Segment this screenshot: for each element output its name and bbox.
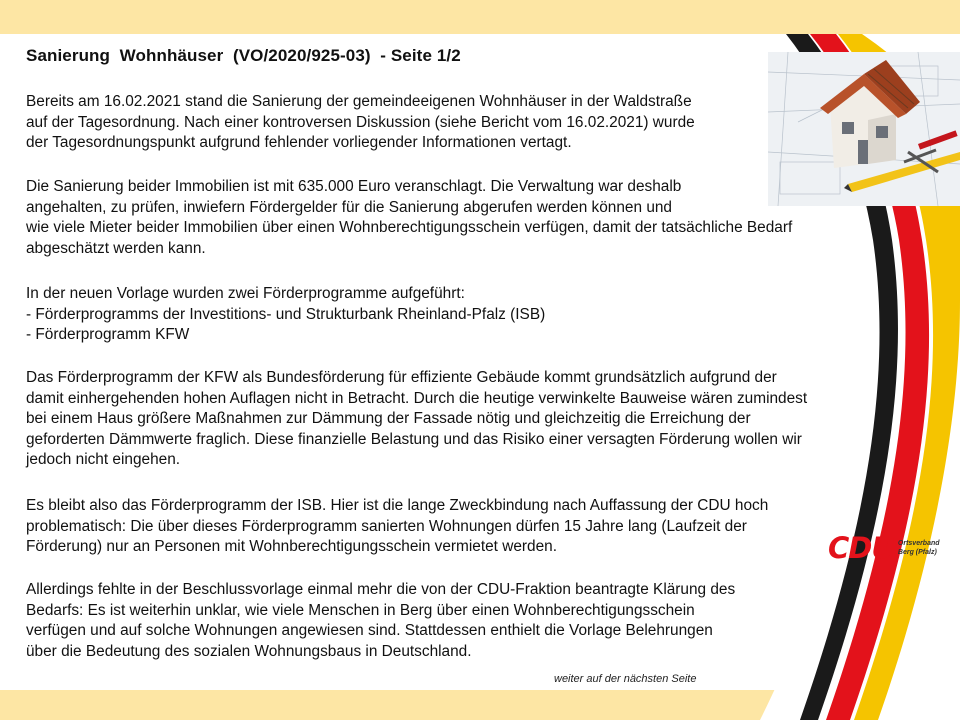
logo-wordmark: CDU (828, 530, 894, 565)
logo-subtitle-line: Berg (Pfalz) (897, 549, 937, 556)
text-line: - Förderprogramm KFW (26, 326, 190, 344)
text-line: Bereits am 16.02.2021 stand die Sanierung der gemeindeeigenen Wohnhäuser in der Waldstraße (26, 93, 692, 110)
text-line: Die Sanierung beider Immobilien ist mit 635.000 Euro veranschlagt. Die Verwaltung war deshalb (26, 178, 682, 195)
continued-note: weiter auf der nächsten Seite (554, 673, 697, 685)
text-line: problematisch: Die über dieses Förderprogramm sanierten Wohnungen dürfen 15 Jahre lang (Laufzeit der (26, 517, 747, 535)
logo-subtitle-line: Ortsverband (897, 540, 940, 547)
text-line: verfügen und auf solche Wohnungen angewiesen sind. Stattdessen enthielt die Vorlage Belehrungen (26, 622, 713, 640)
paragraph-costs (26, 177, 792, 259)
text-line: auf der Tagesordnung. Nach einer kontroversen Diskussion (siehe Bericht vom 16.02.2021) wurde (26, 113, 695, 131)
text-line: - Förderprogramms der Investitions- und Strukturbank Rheinland-Pfalz (ISB) (26, 305, 546, 323)
house-model-photo (768, 52, 960, 206)
text-line: damit einhergehenden hohen Auflagen nicht in Betracht. Durch die heutige verwinkelte Bauweise wären zumindest (26, 389, 808, 407)
text-line: Bedarfs: Es ist weiterhin unklar, wie viele Menschen in Berg über einen Wohnberechtigungsschein (26, 601, 695, 619)
text-line: Es bleibt also das Förderprogramm der ISB. Hier ist die lange Zweckbindung nach Auffassung der CDU hoch (26, 497, 769, 514)
text-line: jedoch nicht eingehen. (26, 451, 181, 469)
text-line: Förderung) nur an Personen mit Wohnberechtigungsschein vermietet werden. (26, 538, 557, 556)
text-line: Das Förderprogramm der KFW als Bundesförderung für effiziente Gebäude kommt grundsätzlich aufgrund der (26, 369, 777, 386)
text-line: abgeschätzt werden kann. (26, 239, 206, 257)
paragraph-isb (26, 496, 768, 558)
text-line: wie viele Mieter beider Immobilien über einen Wohnberechtigungsschein verfügen, damit der tatsächliche Bedarf (26, 219, 793, 237)
paragraph-intro (26, 92, 695, 154)
slide-title: Sanierung Wohnhäuser (VO/2020/925-03) - Seite 1/2 (26, 46, 461, 65)
paragraph-programs (26, 284, 545, 346)
text-line: über die Bedeutung des sozialen Wohnungsbaus in Deutschland. (26, 642, 472, 660)
logo-subtitle (898, 539, 940, 557)
cdu-logo (828, 530, 960, 566)
text-line: geforderten Dämmwerte fraglich. Diese finanzielle Belastung und das Risiko einer versagten Förderung wollen wir (26, 430, 802, 448)
paragraph-demand (26, 580, 735, 662)
text-line: In der neuen Vorlage wurden zwei Förderprogramme aufgeführt: (26, 285, 465, 302)
text-line: angehalten, zu prüfen, inwiefern Fördergelder für die Sanierung abgerufen werden können und (26, 198, 672, 216)
text-line: Allerdings fehlte in der Beschlussvorlage einmal mehr die von der CDU-Fraktion beantragte Klärung des (26, 581, 736, 598)
paragraph-kfw (26, 368, 807, 471)
text-line: bei einem Haus größere Maßnahmen zur Dämmung der Fassade nötig und gleichzeitig die Erreichung der (26, 410, 751, 428)
text-line: der Tagesordnungspunkt aufgrund fehlender vorliegender Informationen vertagt. (26, 134, 572, 152)
